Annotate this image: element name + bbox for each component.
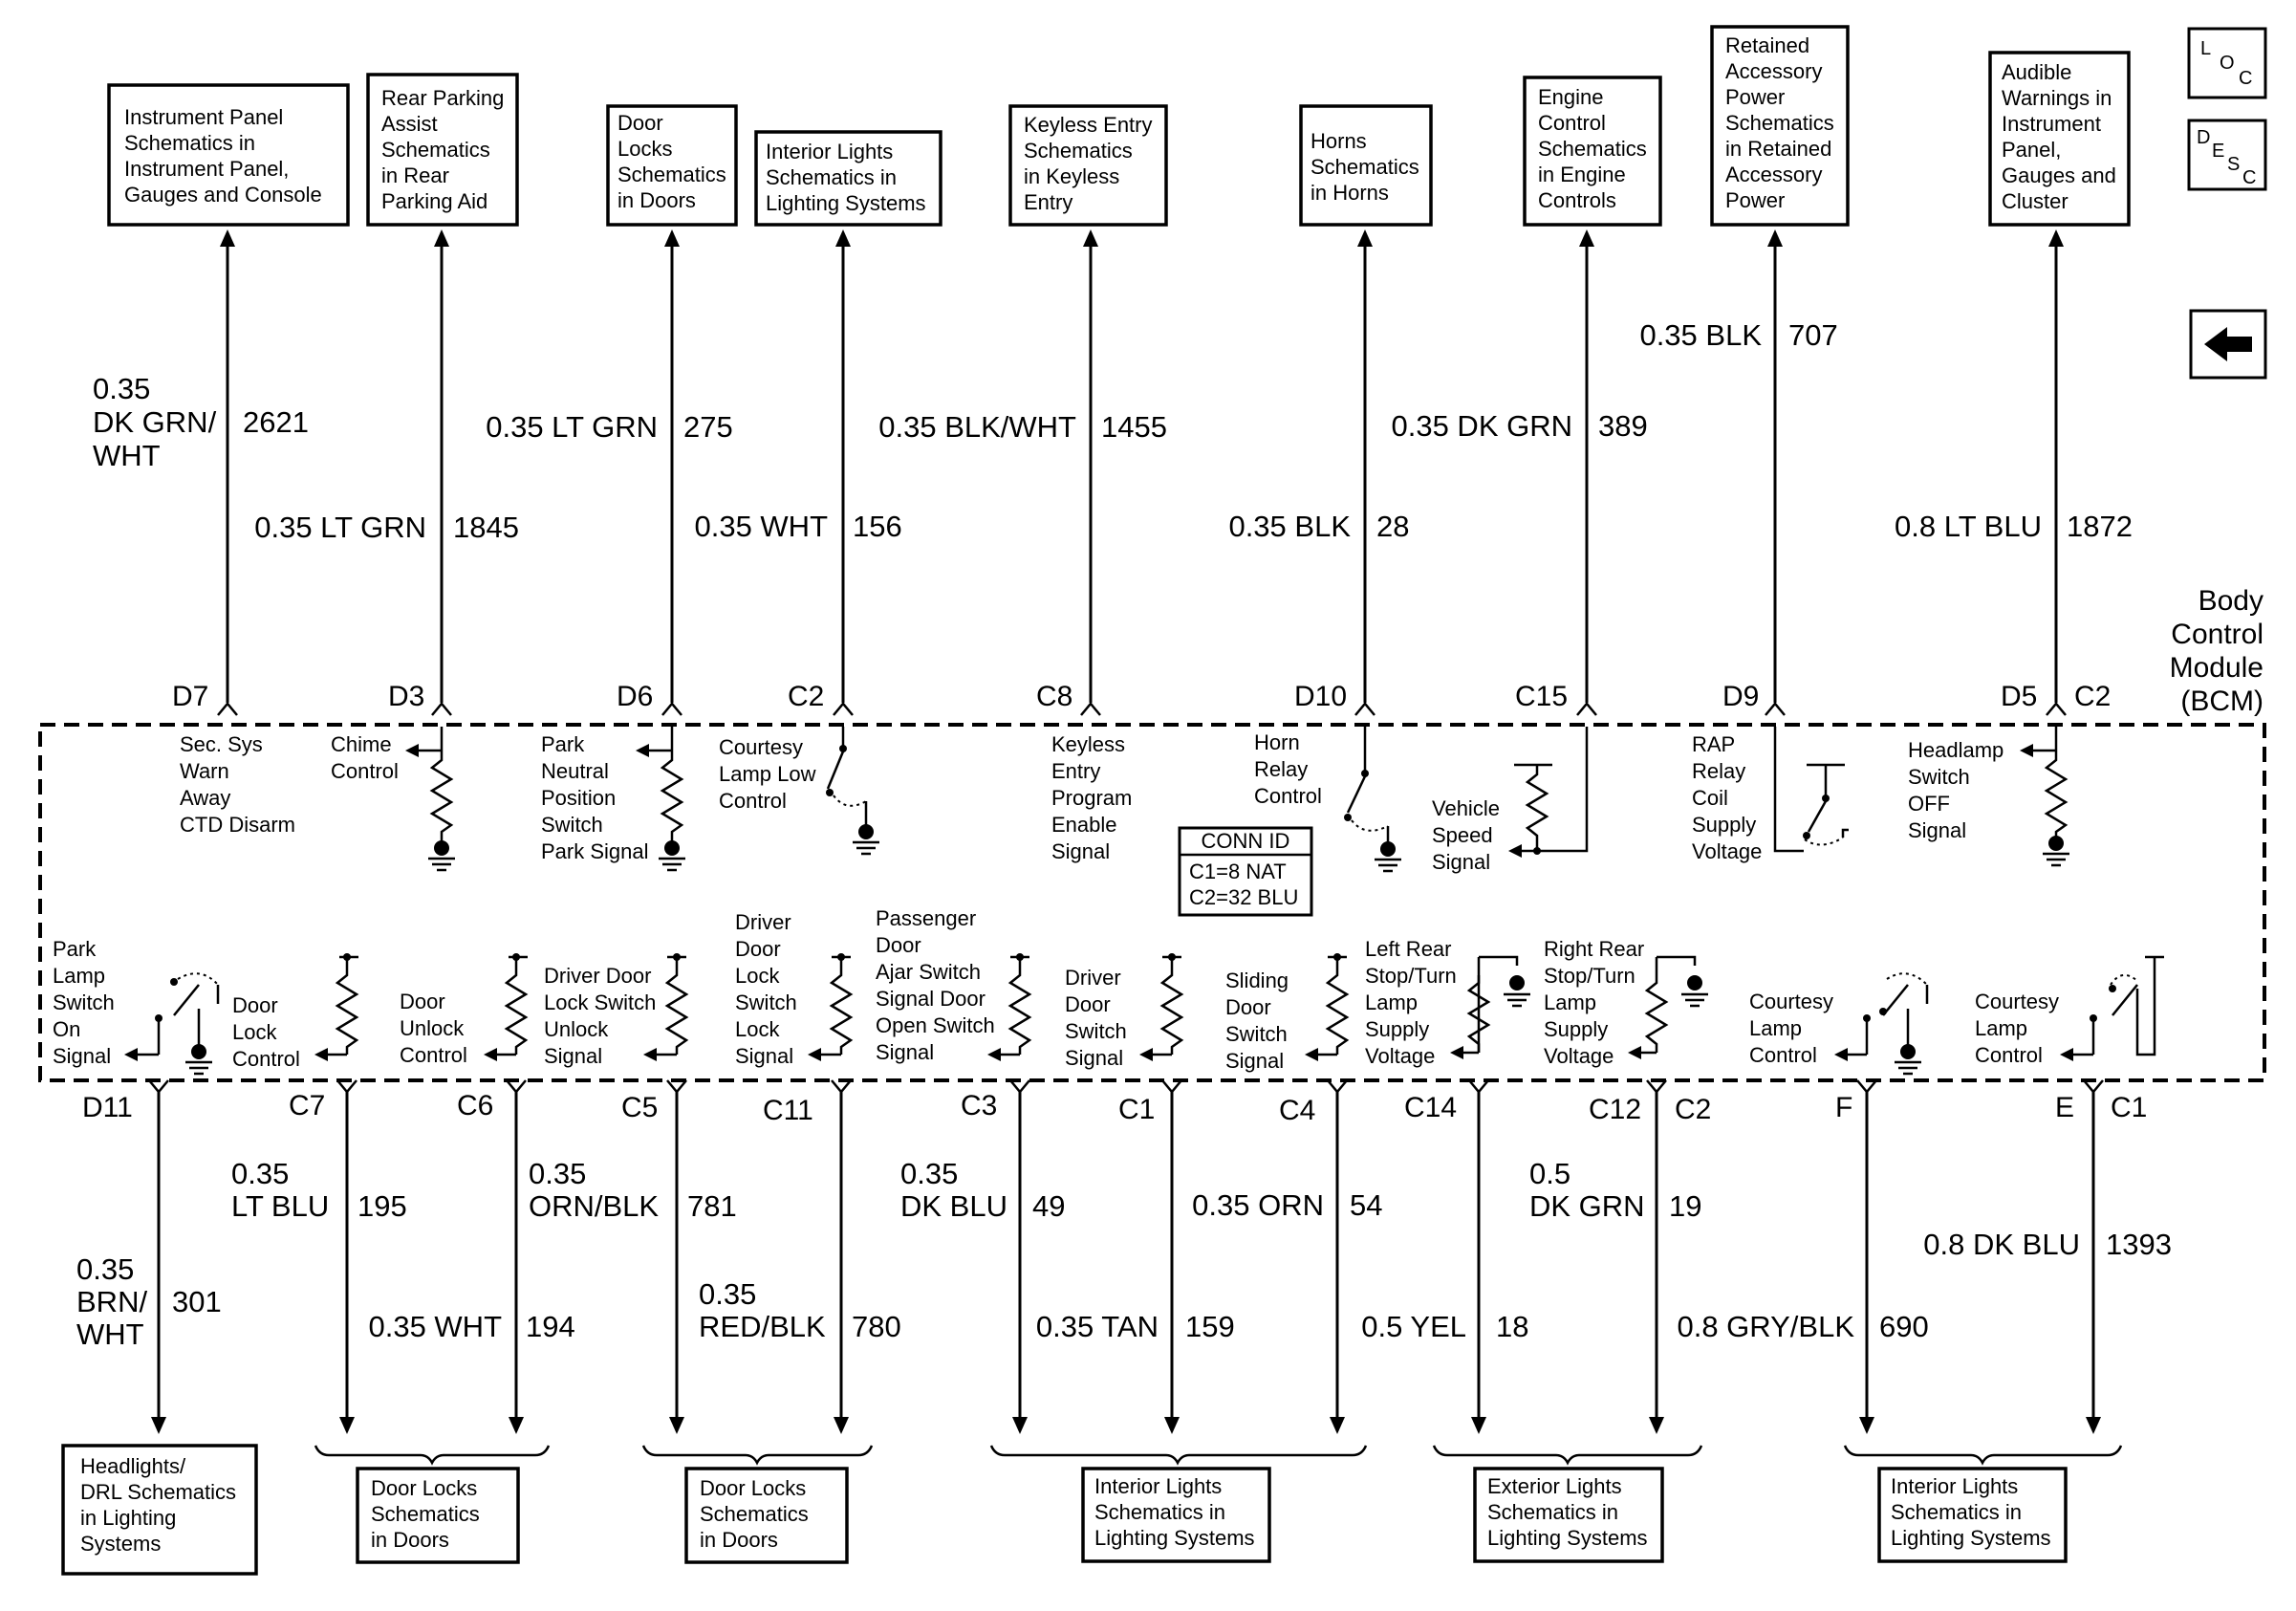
desc-button[interactable]	[2189, 120, 2265, 189]
svg-text:Driver DoorLock SwitchUnlockSi: Driver Door Lock Switch Unlock Signal	[544, 964, 657, 1068]
wire-label-159	[1036, 1310, 1235, 1343]
svg-text:54: 54	[1350, 1188, 1383, 1222]
wire-label-1393	[1923, 1228, 2172, 1261]
loc-button[interactable]	[2189, 29, 2265, 98]
box-door-locks-schematics-bottom-2[interactable]	[686, 1469, 847, 1562]
wire-label-780	[699, 1277, 901, 1343]
wire-label-19	[1529, 1157, 1701, 1223]
svg-text:BodyControlModule(BCM): Body Control Module (BCM)	[2169, 585, 2264, 717]
svg-text:HornRelayControl: Horn Relay Control	[1254, 730, 1322, 808]
wire-label-690	[1677, 1310, 1928, 1343]
svg-text:D5: D5	[2001, 681, 2038, 712]
svg-text:RetainedAccessoryPowerSchemati: Retained Accessory Power Schematics in Retained Accessory Power	[1725, 33, 1834, 212]
svg-text:DoorLocksSchematicsin Doors: Door Locks Schematics in Doors	[617, 111, 726, 212]
svg-text:Headlights/DRL Schematicsin Li: Headlights/ DRL Schematics in Lighting Systems	[80, 1454, 237, 1556]
svg-text:0.35 BLK: 0.35 BLK	[1639, 318, 1762, 352]
svg-text:D3: D3	[388, 681, 425, 712]
wire-label-389	[1391, 409, 1647, 443]
svg-text:C15: C15	[1515, 681, 1569, 712]
svg-text:D9: D9	[1722, 681, 1760, 712]
svg-text:AudibleWarnings inInstrumentPa: Audible Warnings in Instrument Panel, Gauges and Cluster	[2002, 60, 2116, 213]
svg-text:Interior LightsSchematics inLi: Interior Lights Schematics in Lighting Systems	[766, 140, 926, 215]
svg-text:19: 19	[1669, 1189, 1702, 1223]
svg-text:1393: 1393	[2106, 1228, 2172, 1261]
svg-text:LOC: LOC	[2200, 38, 2253, 89]
box-interior-lights-schematics-top[interactable]	[756, 132, 941, 225]
svg-text:D6: D6	[617, 681, 654, 712]
svg-text:1872: 1872	[2067, 510, 2133, 543]
box-door-locks-schematics-bottom-1[interactable]	[357, 1469, 518, 1562]
back-arrow-button[interactable]	[2191, 311, 2265, 378]
box-door-locks-schematics[interactable]	[608, 106, 736, 225]
wire-label-28	[1228, 510, 1409, 543]
svg-text:389: 389	[1598, 409, 1648, 443]
svg-text:C2: C2	[788, 681, 825, 712]
wire-label-1845	[254, 511, 519, 544]
wire-label-1872	[1895, 510, 2133, 543]
svg-text:690: 690	[1879, 1310, 1929, 1343]
svg-text:0.35RED/BLK: 0.35 RED/BLK	[699, 1277, 826, 1343]
svg-text:C5: C5	[621, 1092, 659, 1123]
svg-text:0.35BRN/WHT: 0.35 BRN/ WHT	[76, 1252, 148, 1351]
svg-text:18: 18	[1496, 1310, 1529, 1343]
svg-text:0.35 WHT: 0.35 WHT	[368, 1310, 502, 1343]
svg-text:C11: C11	[763, 1095, 813, 1126]
svg-text:C1: C1	[2111, 1092, 2148, 1123]
svg-text:C4: C4	[1279, 1095, 1316, 1126]
svg-text:D10: D10	[1294, 681, 1348, 712]
svg-text:CourtesyLampControl: Courtesy Lamp Control	[1975, 990, 2060, 1067]
wire-label-781	[529, 1157, 737, 1223]
svg-text:Door LocksSchematicsin Doors: Door Locks Schematics in Doors	[700, 1476, 809, 1552]
svg-text:C8: C8	[1036, 681, 1073, 712]
wire-label-54	[1192, 1188, 1382, 1222]
box-interior-lights-schematics-bottom-2[interactable]	[1879, 1469, 2066, 1561]
svg-text:0.8 DK BLU: 0.8 DK BLU	[1923, 1228, 2080, 1261]
svg-text:D7: D7	[172, 681, 209, 712]
wire-label-194	[368, 1310, 574, 1343]
svg-text:0.35 LT GRN: 0.35 LT GRN	[486, 410, 658, 444]
svg-text:1455: 1455	[1101, 410, 1167, 444]
box-rear-parking-assist-schematics[interactable]	[368, 75, 517, 225]
svg-text:707: 707	[1788, 318, 1838, 352]
svg-text:DriverDoorSwitchSignal: Driver Door Switch Signal	[1065, 966, 1127, 1070]
svg-text:0.35 BLK: 0.35 BLK	[1228, 510, 1351, 543]
svg-text:0.35DK BLU: 0.35 DK BLU	[900, 1157, 1007, 1223]
wire-label-156	[694, 510, 901, 543]
svg-text:C7: C7	[289, 1090, 326, 1121]
box-headlights-drl-schematics[interactable]	[63, 1446, 256, 1574]
box-audible-warnings-schematics[interactable]	[1990, 53, 2129, 225]
box-retained-accessory-power-schematics[interactable]	[1712, 27, 1848, 225]
svg-text:195: 195	[357, 1189, 407, 1223]
svg-text:Door LocksSchematicsin Doors: Door Locks Schematics in Doors	[371, 1476, 480, 1552]
svg-text:2621: 2621	[243, 405, 309, 439]
svg-text:C1: C1	[1118, 1094, 1156, 1125]
svg-text:156: 156	[853, 510, 902, 543]
box-engine-control-schematics[interactable]	[1525, 77, 1660, 225]
conn-id-table	[1180, 828, 1311, 915]
wire-label-195	[231, 1157, 407, 1223]
box-exterior-lights-schematics[interactable]	[1475, 1469, 1662, 1561]
svg-text:DoorUnlockControl: Door Unlock Control	[400, 990, 467, 1067]
svg-text:CONN ID: CONN ID	[1201, 829, 1290, 853]
internal-bottom-labels	[53, 906, 2059, 1073]
bottom-wires	[151, 1092, 2101, 1434]
svg-text:Sec. SysWarnAwayCTD Disarm: Sec. Sys Warn Away CTD Disarm	[180, 732, 295, 837]
svg-text:DESC: DESC	[2197, 127, 2257, 188]
bottom-group-braces	[315, 1446, 2121, 1463]
svg-text:C3: C3	[961, 1090, 998, 1121]
svg-text:C12: C12	[1589, 1094, 1642, 1125]
svg-text:D11: D11	[82, 1092, 133, 1123]
svg-text:CourtesyLamp LowControl: Courtesy Lamp Low Control	[719, 735, 816, 813]
svg-text:ChimeControl: Chime Control	[331, 732, 399, 783]
svg-text:DriverDoorLockSwitchLockSignal: Driver Door Lock Switch Lock Signal	[735, 910, 797, 1068]
svg-text:Instrument PanelSchematics inI: Instrument Panel Schematics in Instrument Panel, Gauges and Console	[124, 105, 322, 207]
svg-text:0.35DK GRN/WHT: 0.35 DK GRN/ WHT	[93, 372, 217, 472]
svg-text:F: F	[1835, 1092, 1853, 1123]
svg-text:C2: C2	[2074, 681, 2112, 712]
svg-text:VehicleSpeedSignal: Vehicle Speed Signal	[1432, 796, 1500, 874]
svg-text:194: 194	[526, 1310, 575, 1343]
svg-text:C2=32 BLU: C2=32 BLU	[1189, 885, 1299, 909]
svg-text:C1=8 NAT: C1=8 NAT	[1189, 860, 1287, 883]
box-horns-schematics[interactable]	[1301, 106, 1431, 225]
svg-text:Interior LightsSchematics inLi: Interior Lights Schematics in Lighting Systems	[1094, 1474, 1255, 1550]
svg-text:0.35 TAN: 0.35 TAN	[1035, 1310, 1159, 1343]
svg-text:0.8 GRY/BLK: 0.8 GRY/BLK	[1677, 1310, 1854, 1343]
svg-text:SlidingDoorSwitchSignal: Sliding Door Switch Signal	[1225, 969, 1289, 1073]
svg-text:HeadlampSwitchOFFSignal: Headlamp Switch OFF Signal	[1908, 738, 2004, 842]
svg-text:RAPRelayCoilSupplyVoltage: RAP Relay Coil Supply Voltage	[1692, 732, 1763, 863]
wire-label-275	[486, 410, 733, 444]
svg-text:0.35LT BLU: 0.35 LT BLU	[231, 1157, 330, 1223]
svg-text:HornsSchematicsin Horns: Horns Schematics in Horns	[1310, 129, 1419, 205]
svg-text:Left RearStop/TurnLampSupplyVo: Left Rear Stop/Turn Lamp Supply Voltage	[1365, 937, 1457, 1068]
svg-text:0.35ORN/BLK: 0.35 ORN/BLK	[529, 1157, 660, 1223]
svg-text:DoorLockControl: Door Lock Control	[232, 993, 300, 1071]
svg-text:Exterior LightsSchematics inLi: Exterior Lights Schematics in Lighting Systems	[1487, 1474, 1648, 1550]
wire-label-2621	[93, 372, 309, 472]
svg-text:ParkNeutralPositionSwitchPark: Park Neutral Position Switch Park Signal	[541, 732, 649, 863]
svg-text:Rear ParkingAssistSchematicsin: Rear Parking Assist Schematics in Rear Parking Aid	[381, 86, 505, 213]
svg-text:Keyless EntrySchematicsin Keyl: Keyless Entry Schematics in Keyless Entry	[1024, 113, 1153, 214]
wire-label-1455	[878, 410, 1167, 444]
top-connector-chevrons	[218, 704, 2066, 715]
svg-text:0.5DK GRN: 0.5 DK GRN	[1529, 1157, 1645, 1223]
svg-text:ParkLampSwitchOnSignal: Park Lamp Switch On Signal	[53, 937, 115, 1068]
svg-text:0.35 WHT: 0.35 WHT	[694, 510, 828, 543]
svg-text:PassengerDoorAjar SwitchSignal: Passenger Door Ajar Switch Signal Door Open Switch Signal	[876, 906, 995, 1064]
bcm-label	[2170, 585, 2264, 717]
wire-label-49	[900, 1157, 1065, 1223]
box-keyless-entry-schematics[interactable]	[1010, 106, 1166, 225]
svg-text:159: 159	[1185, 1310, 1235, 1343]
svg-text:301: 301	[172, 1285, 222, 1318]
svg-text:Right RearStop/TurnLampSupplyV: Right Rear Stop/Turn Lamp Supply Voltage	[1544, 937, 1645, 1068]
top-wires	[220, 229, 2064, 703]
svg-text:0.35 BLK/WHT: 0.35 BLK/WHT	[878, 410, 1076, 444]
svg-text:49: 49	[1032, 1189, 1066, 1223]
svg-text:C14: C14	[1404, 1092, 1458, 1123]
svg-text:780: 780	[852, 1310, 901, 1343]
svg-text:0.35 LT GRN: 0.35 LT GRN	[254, 511, 426, 544]
svg-text:0.5 YEL: 0.5 YEL	[1361, 1310, 1466, 1343]
svg-text:C2: C2	[1675, 1094, 1712, 1125]
svg-text:Interior LightsSchematics inLi: Interior Lights Schematics in Lighting Systems	[1891, 1474, 2051, 1550]
svg-text:0.35 DK GRN: 0.35 DK GRN	[1391, 409, 1572, 443]
wire-label-707	[1639, 318, 1837, 352]
svg-text:1845: 1845	[453, 511, 519, 544]
svg-text:KeylessEntryProgramEnableSigna: Keyless Entry Program Enable Signal	[1051, 732, 1133, 863]
box-instrument-panel-schematics[interactable]	[109, 85, 348, 225]
wire-label-18	[1361, 1310, 1528, 1343]
svg-text:28: 28	[1376, 510, 1410, 543]
svg-text:275: 275	[683, 410, 733, 444]
svg-text:0.8 LT BLU: 0.8 LT BLU	[1895, 510, 2042, 543]
svg-text:0.35 ORN: 0.35 ORN	[1192, 1188, 1324, 1222]
svg-text:781: 781	[687, 1189, 737, 1223]
wire-label-301	[76, 1252, 222, 1351]
bottom-pin-labels	[82, 1090, 2147, 1126]
top-pin-labels	[172, 681, 2111, 712]
internal-top-circuits	[227, 727, 2069, 871]
box-interior-lights-schematics-bottom-1[interactable]	[1083, 1469, 1269, 1561]
svg-text:EngineControlSchematicsin Engi: Engine Control Schematics in Engine Controls	[1538, 85, 1647, 212]
svg-text:E: E	[2055, 1092, 2075, 1123]
svg-text:C6: C6	[457, 1090, 494, 1121]
svg-text:CourtesyLampControl: Courtesy Lamp Control	[1749, 990, 1834, 1067]
